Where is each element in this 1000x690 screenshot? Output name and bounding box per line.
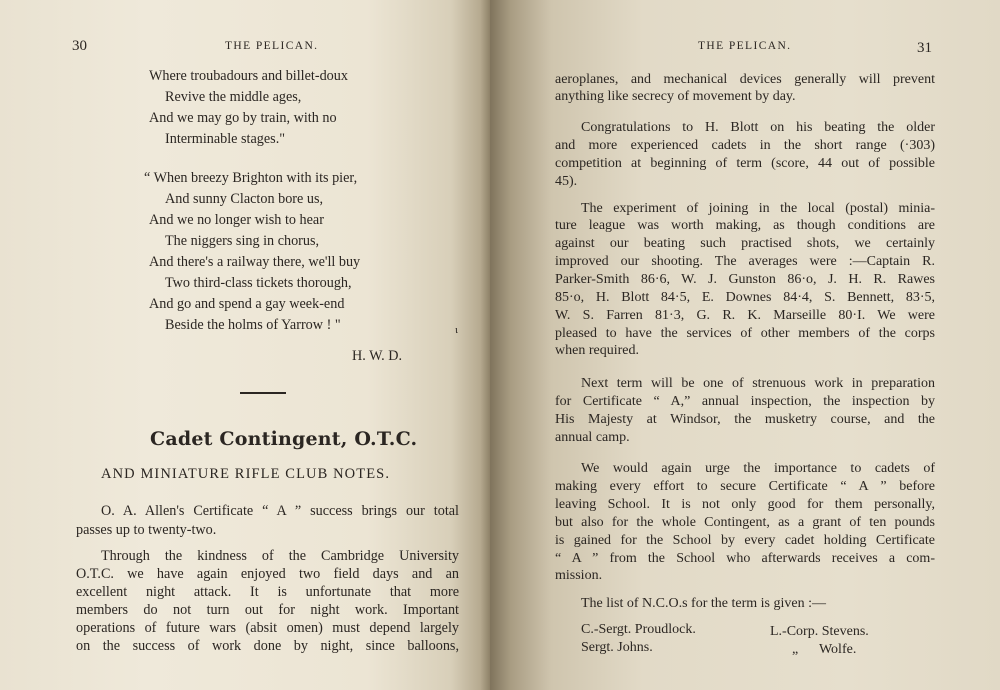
text-line: improved our shooting. The averages were :—Captain R.	[555, 254, 935, 269]
poem-line: And sunny Clacton bore us,	[165, 191, 324, 207]
text-line: is gained for the School by every cadet holding Certificate	[555, 533, 935, 548]
text-line: Next term will be one of strenuous work in preparation	[581, 376, 935, 391]
poem-line: And go and spend a gay week-end	[149, 296, 345, 312]
text-line: O. A. Allen's Certificate “ A ” success brings our total	[101, 503, 459, 519]
text-line: excellent night attack. It is unfortunate that more	[76, 584, 459, 600]
text-line: annual camp.	[555, 430, 630, 445]
nco-entry: C.-Sergt. Proudlock.	[581, 622, 696, 637]
text-line: His Majesty at Windsor, the musketry course, and the	[555, 412, 935, 427]
running-head: THE PELICAN.	[225, 40, 319, 52]
section-title: Cadet Contingent, O.T.C.	[150, 428, 418, 450]
running-head: THE PELICAN.	[698, 40, 792, 52]
text-line: Parker-Smith 86·6, W. J. Gunston 86·o, J. H. R. Rawes	[555, 272, 935, 287]
section-divider	[240, 392, 286, 394]
poem-line: The niggers sing in chorus,	[165, 233, 320, 249]
signature: H. W. D.	[352, 348, 403, 364]
poem-line: Beside the holms of Yarrow ! "	[165, 317, 341, 333]
text-line: against our beating such practised shots, we certainly	[555, 236, 935, 251]
text-line: The experiment of joining in the local (postal) minia-	[581, 201, 935, 216]
nco-entry: Sergt. Johns.	[581, 640, 653, 655]
poem-line: Revive the middle ages,	[165, 89, 302, 105]
text-line: 85·o, H. Blott 84·5, E. Downes 84·4, S. Bennett, 83·5,	[555, 290, 935, 305]
text-line: for Certificate “ A,” annual inspection, the inspection by	[555, 394, 935, 409]
text-line: 45).	[555, 174, 578, 189]
text-line: O.T.C. we have again enjoyed two field days and an	[76, 566, 459, 582]
text-line: pleased to have the services of other members of the corps	[555, 326, 935, 341]
text-line: but also for the whole Contingent, as a grant of ten pounds	[555, 515, 935, 530]
poem-line: Where troubadours and billet-doux	[149, 68, 348, 84]
text-line: anything like secrecy of movement by day.	[555, 89, 796, 104]
nco-entry: „ Wolfe.	[792, 642, 857, 657]
text-line: “ A ” from the School who afterwards receives a com-	[555, 551, 935, 566]
text-line: Through the kindness of the Cambridge University	[101, 548, 459, 564]
text-line: and more experienced cadets in the short range (·303)	[555, 138, 935, 153]
right-page	[490, 0, 1000, 690]
text-line: aeroplanes, and mechanical devices generally will prevent	[555, 72, 935, 87]
text-line: competition at beginning of term (score, 44 out of possible	[555, 156, 935, 171]
text-line: W. S. Farren 81·3, G. R. K. Marseille 80·I. We were	[555, 308, 935, 323]
text-line: operations of future wars (absit omen) must depend largely	[76, 620, 459, 636]
text-line: leaving School. It is not only good for them personally,	[555, 497, 935, 512]
poem-line: Two third-class tickets thorough,	[165, 275, 352, 291]
poem-line: Interminable stages."	[165, 131, 286, 147]
text-line: passes up to twenty-two.	[76, 522, 217, 538]
poem-line: “ When breezy Brighton with its pier,	[144, 170, 358, 186]
text-line: members do not turn out for night work. Important	[76, 602, 459, 618]
nco-entry: L.-Corp. Stevens.	[770, 624, 869, 639]
poem-line: And we no longer wish to hear	[149, 212, 324, 228]
nco-intro: The list of N.C.O.s for the term is given :—	[581, 596, 826, 611]
text-line: when required.	[555, 343, 639, 358]
text-line: on the success of work done by night, since balloons,	[76, 638, 459, 654]
text-line: mission.	[555, 568, 603, 583]
text-line: making every effort to secure Certificate “ A ” before	[555, 479, 935, 494]
text-line: ture league was worth making, as though conditions are	[555, 218, 935, 233]
stray-mark: ι	[455, 324, 458, 336]
section-subtitle: AND MINIATURE RIFLE CLUB NOTES.	[101, 466, 391, 482]
text-line: We would again urge the importance to cadets of	[581, 461, 935, 476]
page-number: 31	[917, 40, 932, 56]
poem-line: And there's a railway there, we'll buy	[149, 254, 361, 270]
poem-line: And we may go by train, with no	[149, 110, 337, 126]
text-line: Congratulations to H. Blott on his beating the older	[581, 120, 935, 135]
page-number: 30	[72, 38, 87, 54]
left-page	[0, 0, 490, 690]
